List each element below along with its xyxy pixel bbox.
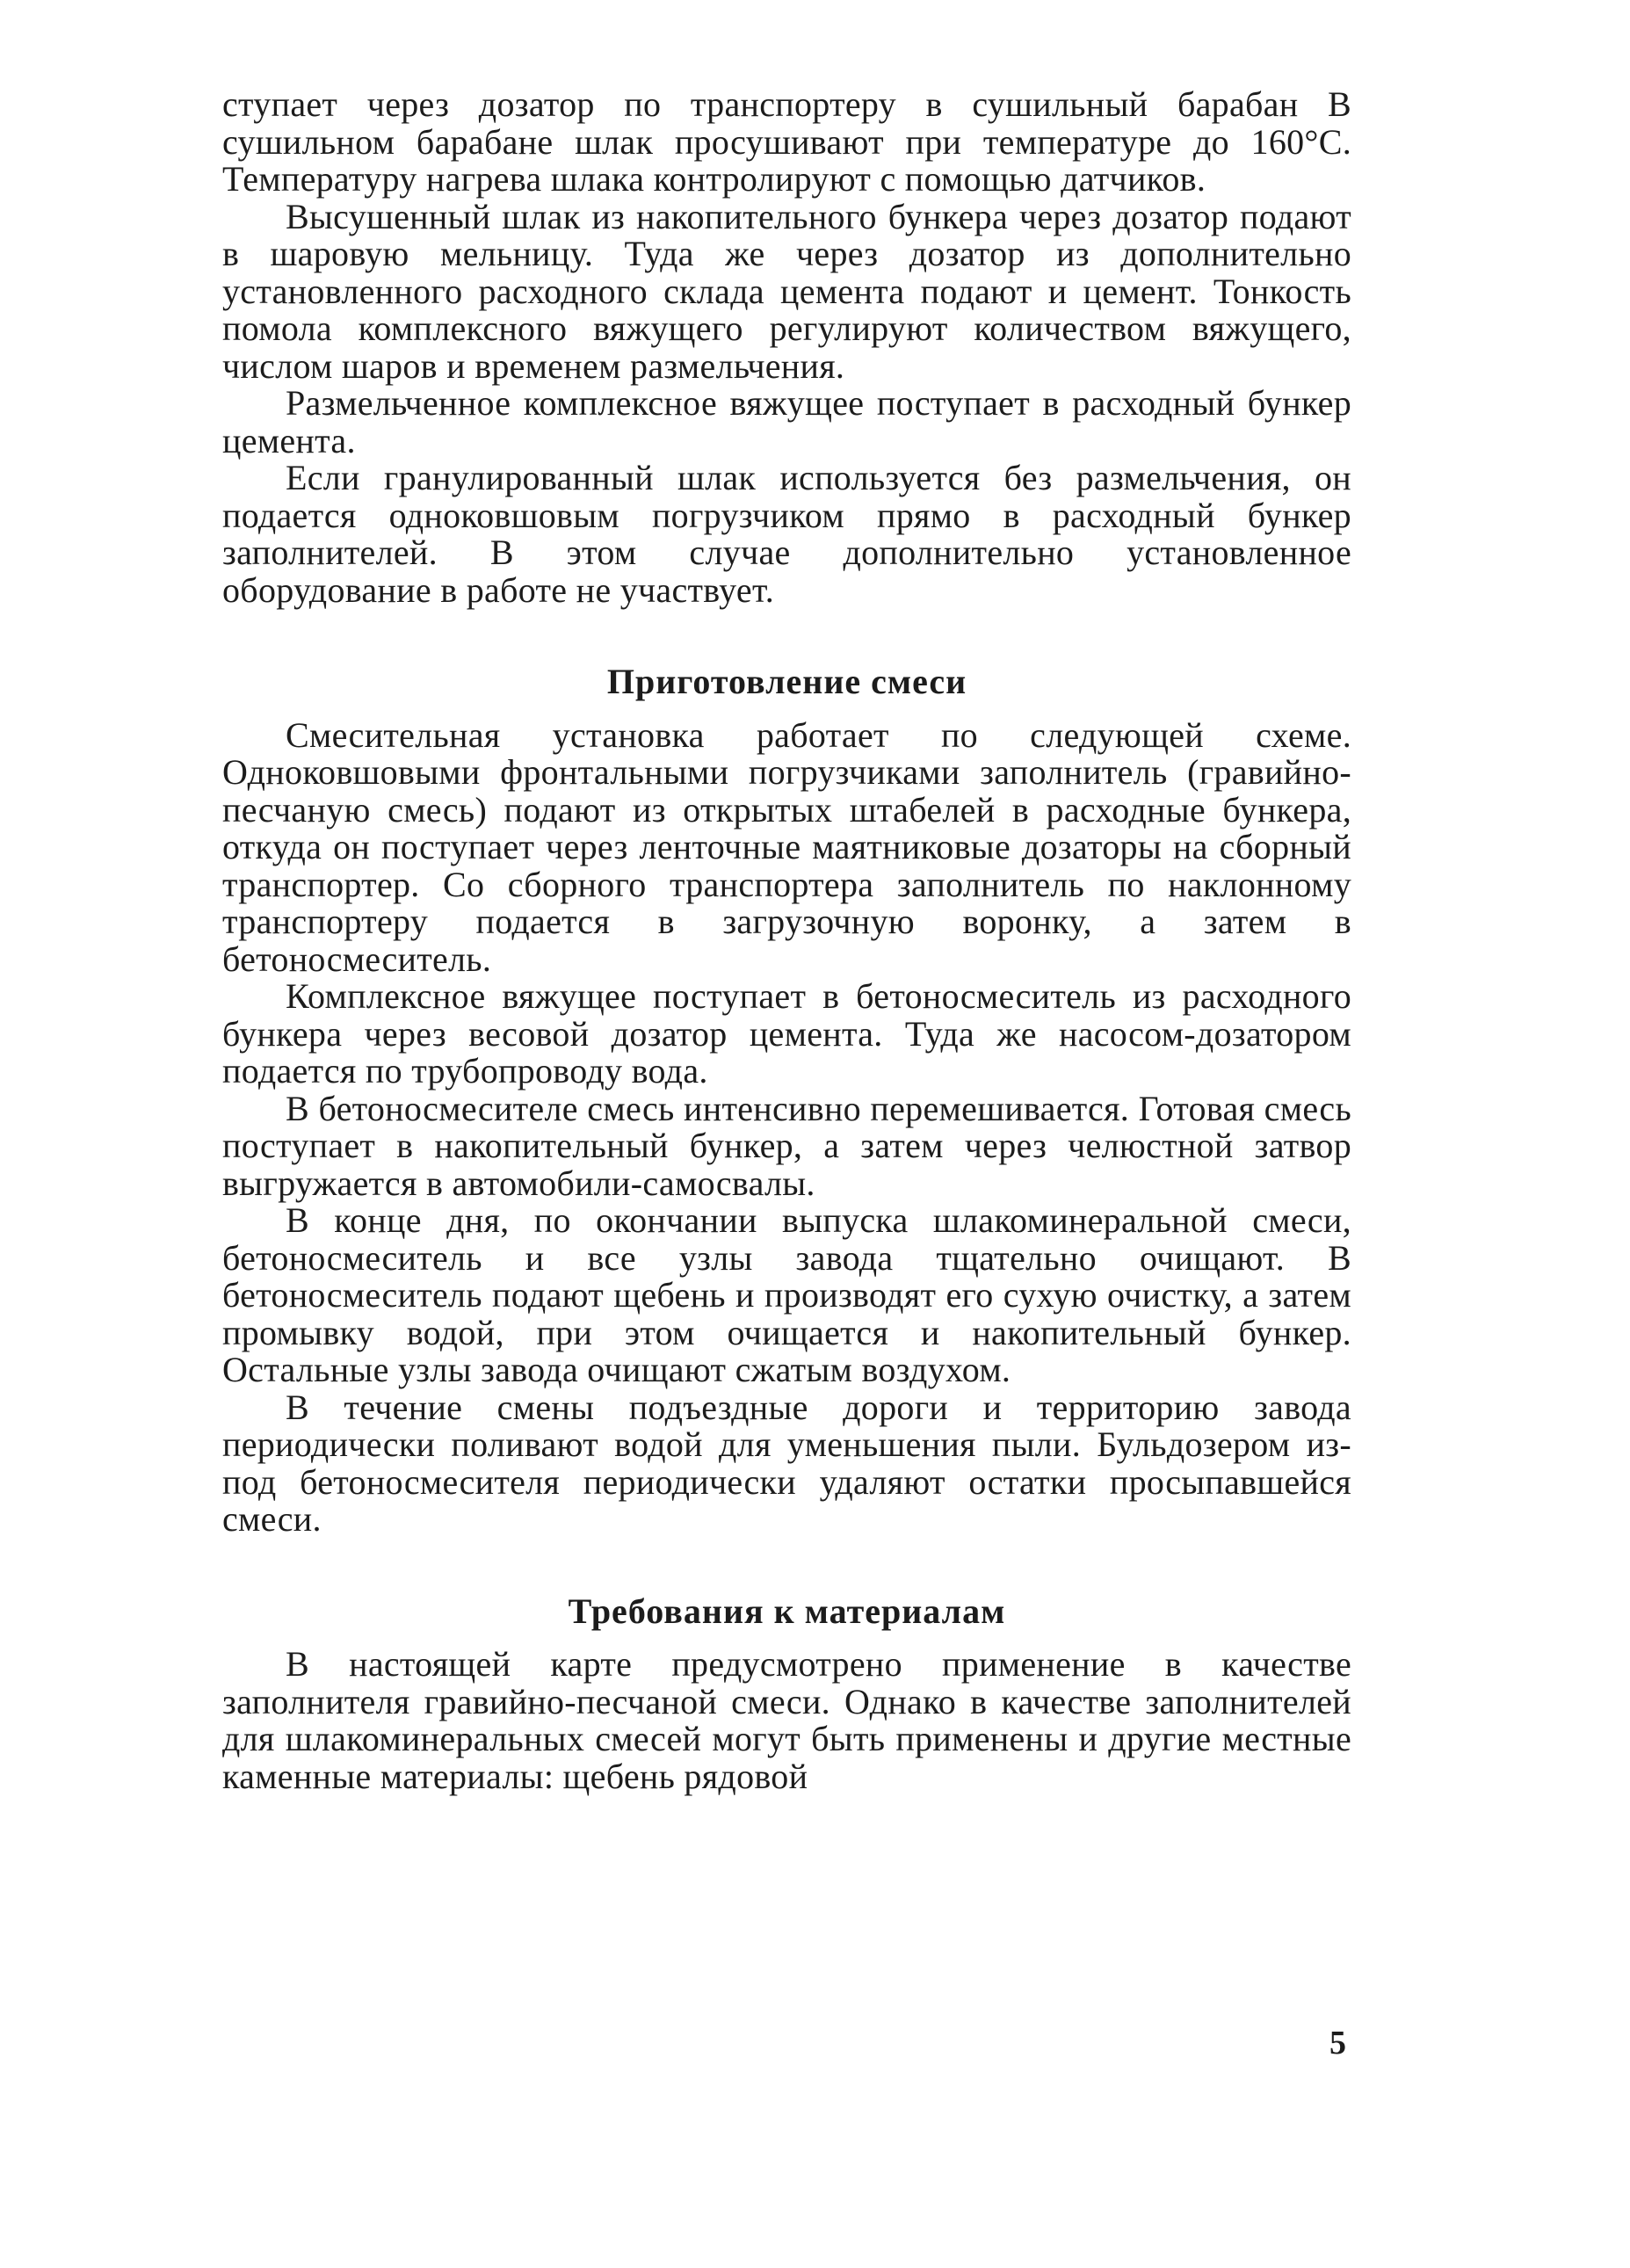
- paragraph: В настоящей карте предусмотрено применение в качестве заполнителя гравийно-песчаной смеси. Однако в качестве заполнителей для шлакоминеральных смесей могут быть применены и другие местные каменные материалы: щебень рядовой: [222, 1644, 1351, 1796]
- page-body: [222, 86, 1351, 1795]
- page-number: 5: [1329, 2025, 1346, 2061]
- paragraph: Комплексное вяжущее поступает в бетоносмеситель из расходного бункера через весовой дозатор цемента. Туда же насосом-дозатором подается по трубопроводу вода.: [222, 976, 1351, 1091]
- paragraph-continued: ступает через дозатор по транспортеру в сушильный барабан В сушильном барабане шлак просушивают при температуре до 160°С. Температуру нагрева шлака контролируют с помощью датчиков.: [222, 84, 1351, 199]
- paragraph: В конце дня, по окончании выпуска шлакоминеральной смеси, бетоносмеситель и все узлы завода тщательно очищают. В бетоносмеситель подают щебень и производят его сухую очистку, а затем промывку водой, при этом очищается и накопительный бункер. Остальные узлы завода очищают сжатым воздухом.: [222, 1200, 1351, 1389]
- section-heading: Приготовление смеси: [606, 662, 967, 701]
- section-heading: Требования к материалам: [568, 1590, 1006, 1631]
- paragraph: Размельченное комплексное вяжущее поступает в расходный бункер цемента.: [222, 383, 1351, 460]
- paragraph: Если гранулированный шлак используется без размельчения, он подается одноковшовым погрузчиком прямо в расходный бункер заполнителей. В этом случае дополнительно установленное оборудование в работе не участвует.: [222, 458, 1351, 610]
- paragraph: Высушенный шлак из накопительного бункера через дозатор подают в шаровую мельницу. Туда же через дозатор из дополнительно установленного расходного склада цемента подают и цемент. Тонкость помола комплексного вяжущего регулируют количеством вяжущего, числом шаров и временем размельчения.: [222, 196, 1351, 386]
- paragraph: Смесительная установка работает по следующей схеме. Одноковшовыми фронтальными погрузчиками заполнитель (гравийно-песчаную смесь) подают из открытых штабелей в расходные бункера, откуда он поступает через ленточные маятниковые дозаторы на сборный транспортер. Со сборного транспортера заполнитель по наклонному транспортеру подается в загрузочную воронку, а затем в бетоносмеситель.: [222, 714, 1351, 979]
- paragraph: В бетоносмесителе смесь интенсивно перемешивается. Готовая смесь поступает в накопительный бункер, а затем через челюстной затвор выгружается в автомобили-самосвалы.: [222, 1088, 1351, 1203]
- paragraph: В течение смены подъездные дороги и территорию завода периодически поливают водой для уменьшения пыли. Бульдозером из-под бетоносмесителя периодически удаляют остатки просыпавшейся смеси.: [222, 1387, 1351, 1539]
